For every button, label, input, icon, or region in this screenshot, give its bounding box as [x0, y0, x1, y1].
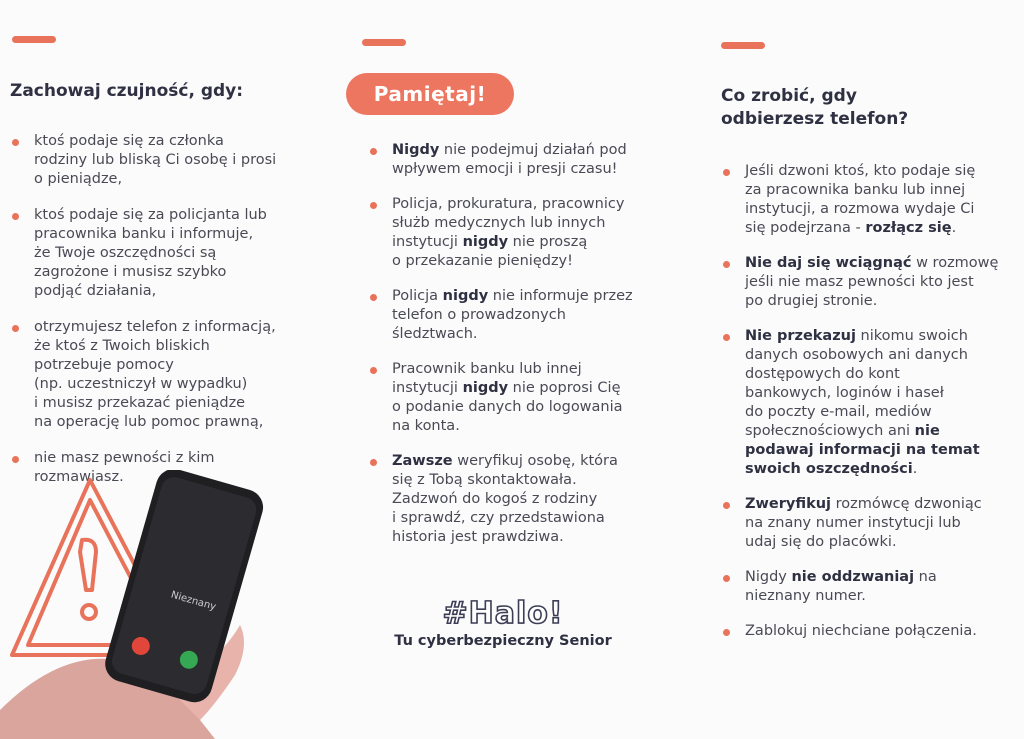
left-column [10, 80, 310, 504]
right-list-item-text: Zweryfikuj rozmówcę dzwoniąc na znany numer instytucji lub udaj się do placówki. [745, 496, 982, 550]
smartphone-icon [101, 470, 267, 706]
left-list-item-text: otrzymujesz telefon z informacją, że ktoś z Twoich bliskich potrzebuje pomocy (np. uczestniczył w wypadku) i musisz przekazać pieniądze na operację lub pomoc prawną, [34, 319, 276, 430]
right-list-item-text: Nigdy nie oddzwaniaj na nieznany numer. [745, 569, 937, 604]
middle-list [368, 141, 658, 547]
right-list-item [721, 162, 1016, 238]
bullet-dot-icon [370, 459, 377, 466]
right-list-item [721, 622, 1016, 641]
bullet-dot-icon [370, 367, 377, 374]
phone-warning-illustration [0, 470, 275, 739]
middle-list-item [368, 141, 658, 179]
right-list-item [721, 495, 1016, 552]
middle-column [368, 141, 658, 563]
left-list-item-text: ktoś podaje się za członka rodziny lub bliską Ci osobę i prosi o pieniądze, [34, 133, 277, 187]
bullet-dot-icon [723, 502, 730, 509]
accent-bar-middle [362, 39, 406, 46]
left-list-item-text: ktoś podaje się za policjanta lub pracownika banku i informuje, że Twoje oszczędności są zagrożone i musisz szybko podjąć działania, [34, 207, 267, 299]
right-list-item-text: Nie przekazuj nikomu swoich danych osobowych ani danych dostępowych do kont bankowych, loginów i haseł do poczty e-mail, mediów społecznościowych ani nie podawaj informacji na temat swoich oszczędności. [745, 328, 980, 477]
right-heading [721, 85, 1016, 131]
left-list-item [10, 318, 310, 432]
middle-list-item-text: Pracownik banku lub innej instytucji nigdy nie poprosi Cię o podanie danych do logowania na konta. [392, 361, 623, 434]
middle-list-item-text: Nigdy nie podejmuj działań pod wpływem emocji i presji czasu! [392, 142, 627, 177]
left-heading: Zachowaj czujność, gdy: [10, 81, 244, 101]
bullet-dot-icon [723, 334, 730, 341]
accent-bar-right [721, 42, 765, 49]
middle-list-item-text: Zawsze weryfikuj osobę, która się z Tobą skontaktowała. Zadzwoń do kogoś z rodziny i sprawdź, czy przedstawiona historia jest prawdziwa. [392, 453, 618, 545]
right-list-item-text: Nie daj się wciągnąć w rozmowę jeśli nie masz pewności kto jest po drugiej stronie. [745, 255, 999, 309]
bullet-dot-icon [12, 139, 19, 146]
accent-bar-left [12, 36, 56, 43]
right-list [721, 162, 1016, 641]
right-list-item-text: Jeśli dzwoni ktoś, kto podaje się za pracownika banku lub innej instytucji, a rozmowa wydaje Ci się podejrzana - rozłącz się. [745, 163, 976, 236]
bullet-dot-icon [12, 456, 19, 463]
right-list-item [721, 254, 1016, 311]
reminder-pill: Pamiętaj! [346, 73, 514, 115]
bullet-dot-icon [723, 575, 730, 582]
bullet-dot-icon [370, 202, 377, 209]
bullet-dot-icon [370, 294, 377, 301]
halo-logo-subtitle: Tu cyberbezpieczny Senior [394, 633, 612, 649]
left-list [10, 132, 310, 487]
bullet-dot-icon [370, 148, 377, 155]
middle-list-item [368, 360, 658, 436]
caller-label: Nieznany [169, 589, 218, 613]
bullet-dot-icon [723, 629, 730, 636]
bullet-dot-icon [12, 325, 19, 332]
halo-logo-title: #Halo! [442, 596, 564, 631]
middle-list-item-text: Policja nigdy nie informuje przez telefon o prowadzonych śledztwach. [392, 288, 633, 342]
middle-list-item [368, 195, 658, 271]
bullet-dot-icon [12, 213, 19, 220]
right-list-item-text: Zablokuj niechciane połączenia. [745, 623, 977, 639]
middle-list-item-text: Policja, prokuratura, pracownicy służb medycznych lub innych instytucji nigdy nie proszą o przekazanie pieniędzy! [392, 196, 625, 269]
left-list-item [10, 206, 310, 301]
left-list-item-text: nie masz pewności z kim rozmawiasz. [34, 450, 215, 485]
right-column [721, 85, 1016, 657]
middle-list-item [368, 452, 658, 547]
bullet-dot-icon [723, 169, 730, 176]
bullet-dot-icon [723, 261, 730, 268]
right-heading-line-1: Co zrobić, gdy [721, 86, 857, 106]
right-list-item [721, 327, 1016, 479]
right-heading-line-2: odbierzesz telefon? [721, 109, 909, 129]
right-list-item [721, 568, 1016, 606]
middle-list-item [368, 287, 658, 344]
left-list-item [10, 132, 310, 189]
